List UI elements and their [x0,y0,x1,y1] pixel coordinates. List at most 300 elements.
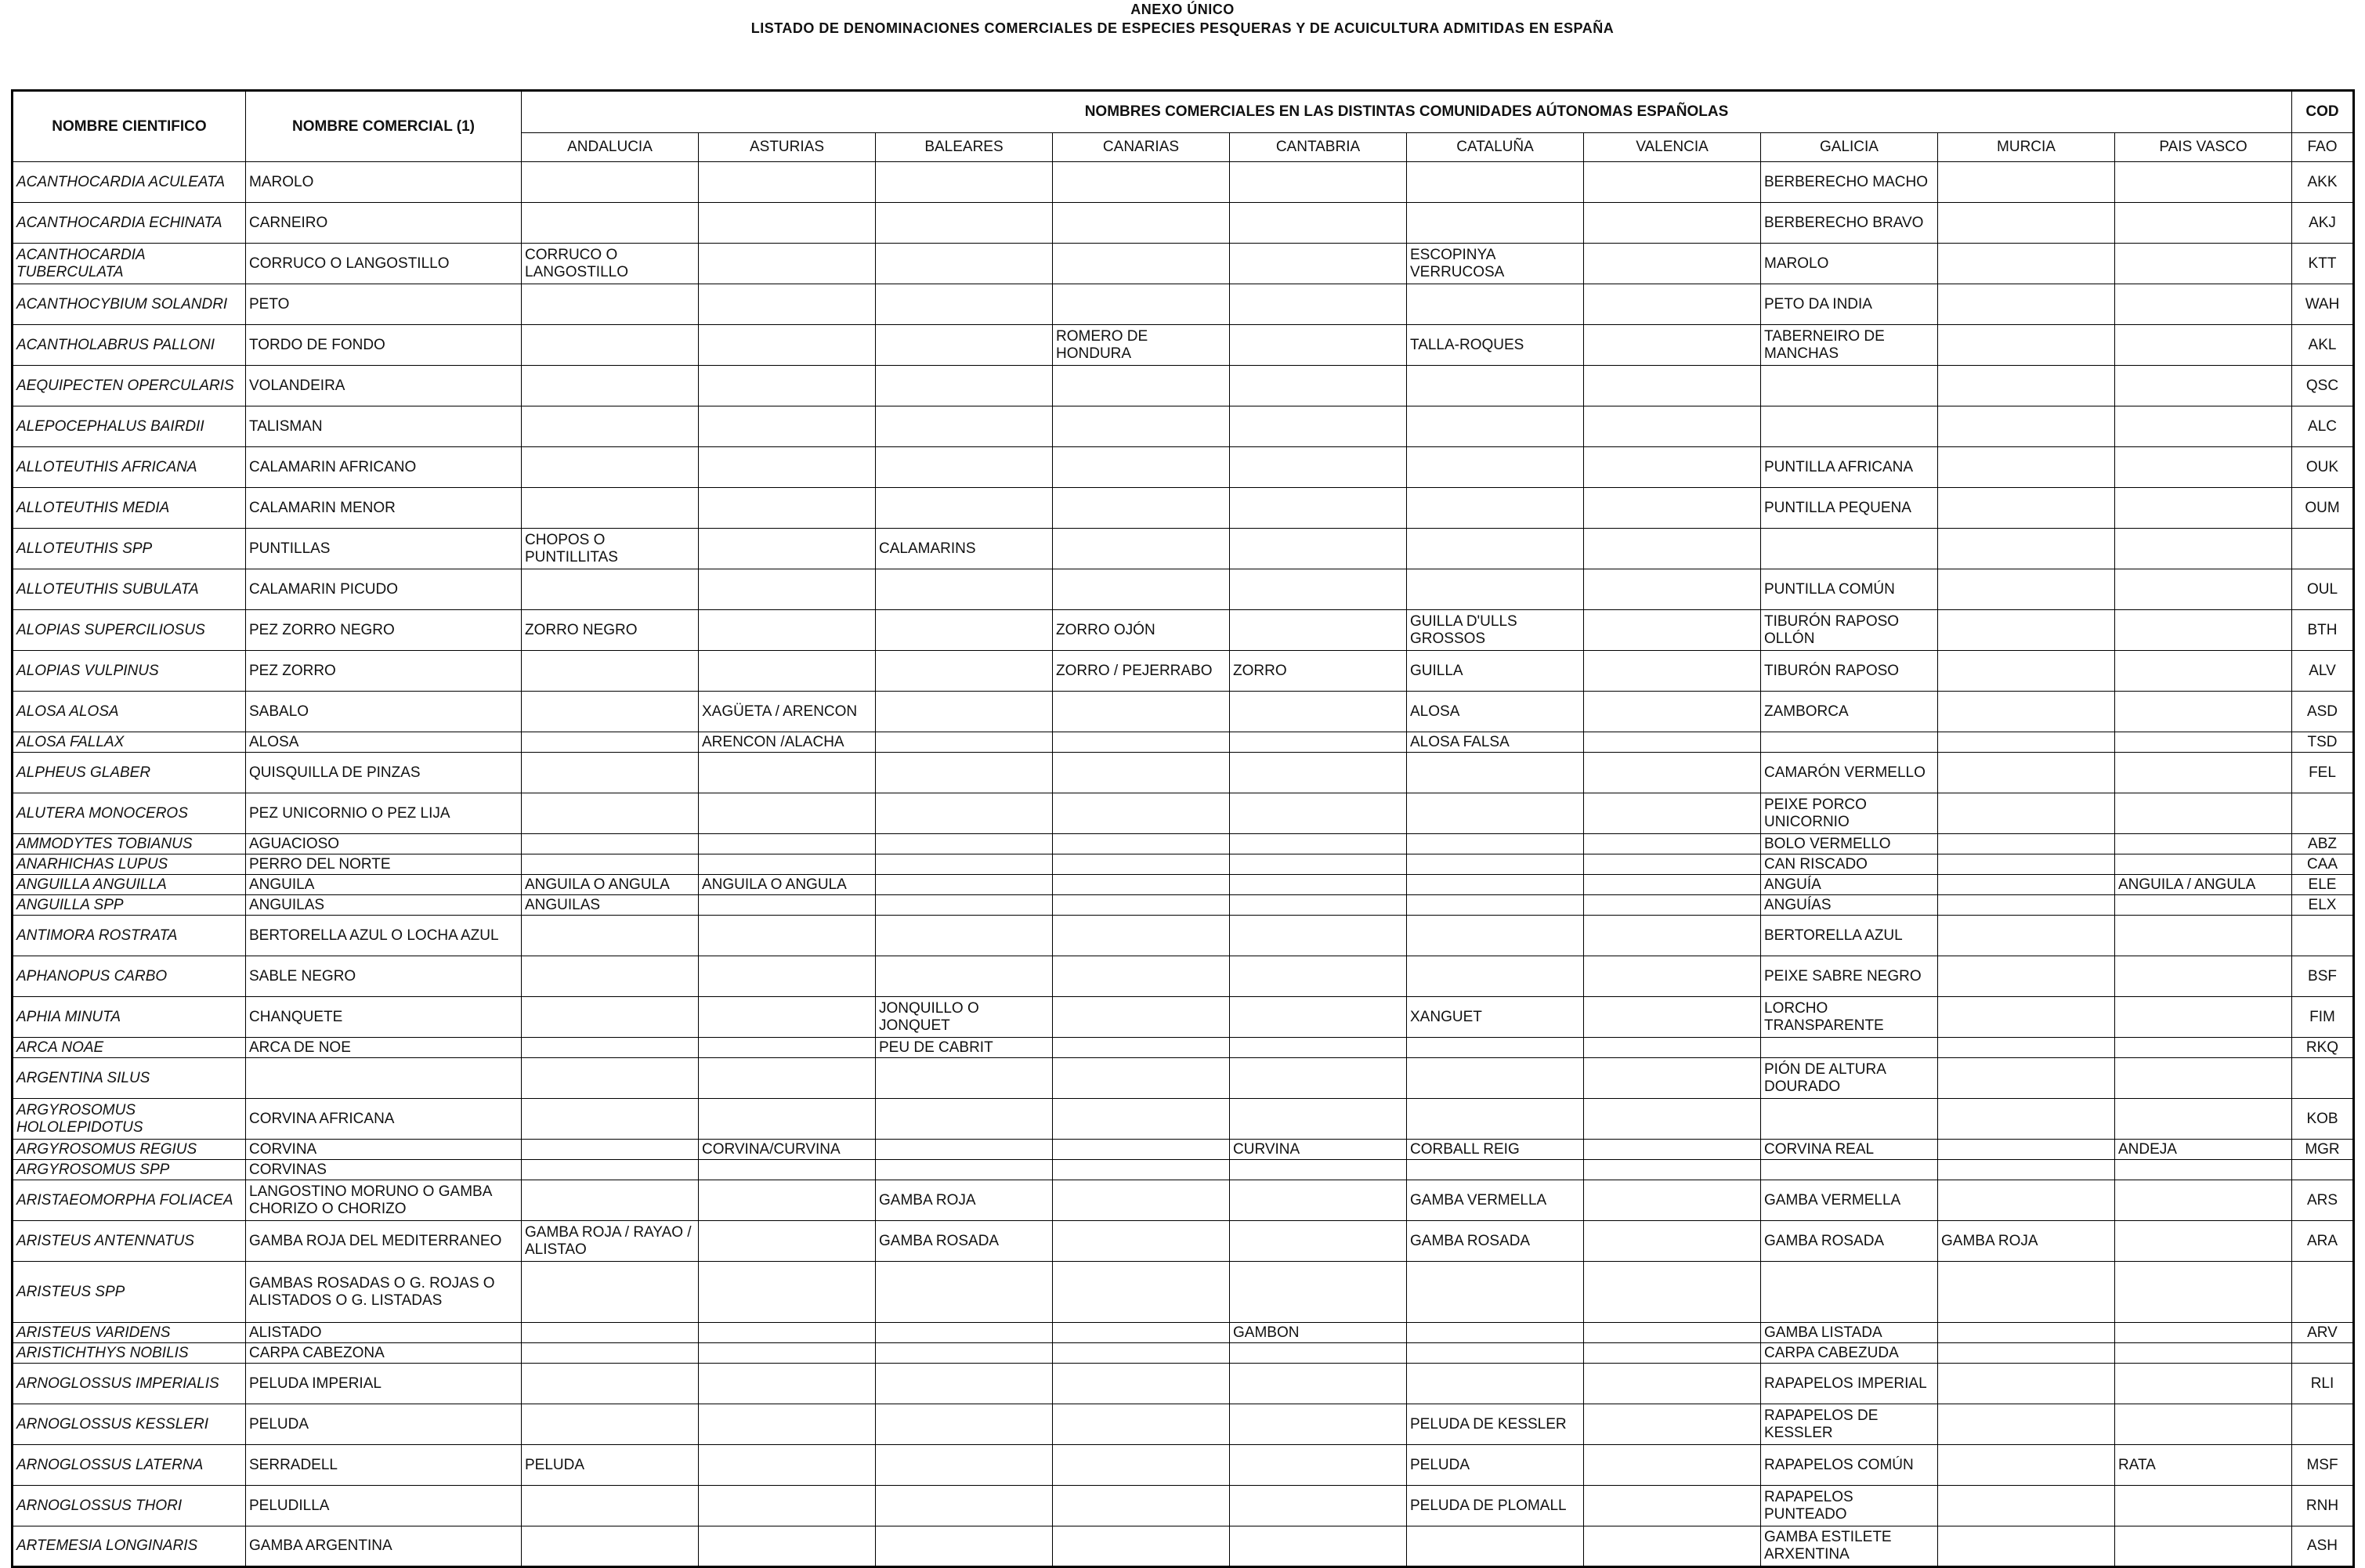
cell-cataluna [1407,875,1584,895]
cell-andalucia [522,956,699,997]
header-region-pais-vasco: PAIS VASCO [2115,133,2292,162]
cell-commercial-name: PEZ ZORRO NEGRO [246,610,522,651]
cell-asturias [699,1221,876,1262]
cell-cantabria: CURVINA [1230,1140,1407,1160]
cell-murcia [1938,610,2115,651]
cell-cantabria [1230,447,1407,488]
cell-canarias [1053,1160,1230,1180]
cell-asturias: ARENCON /ALACHA [699,732,876,753]
cell-commercial-name: CHANQUETE [246,997,522,1038]
cell-andalucia [522,325,699,366]
cell-murcia [1938,1038,2115,1058]
cell-murcia [1938,244,2115,284]
cell-commercial-name: GAMBA ROJA DEL MEDITERRANEO [246,1221,522,1262]
cell-galicia: RAPAPELOS COMÚN [1761,1445,1938,1486]
cell-commercial-name: PEZ UNICORNIO O PEZ LIJA [246,793,522,834]
cell-commercial-name: CORVINA AFRICANA [246,1099,522,1140]
cell-canarias [1053,1099,1230,1140]
table-row [13,1323,2354,1343]
cell-andalucia [522,753,699,793]
cell-scientific-name: ACANTHOCARDIA TUBERCULATA [13,244,246,284]
cell-cantabria [1230,1364,1407,1404]
cell-andalucia: ANGUILA O ANGULA [522,875,699,895]
table-row [13,997,2354,1038]
cell-scientific-name: ANTIMORA ROSTRATA [13,916,246,956]
cell-galicia: CAN RISCADO [1761,854,1938,875]
cell-scientific-name: ARISTAEOMORPHA FOLIACEA [13,1180,246,1221]
table-row [13,732,2354,753]
cell-valencia [1584,610,1761,651]
cell-scientific-name: ALLOTEUTHIS MEDIA [13,488,246,529]
cell-andalucia [522,854,699,875]
cell-cataluna [1407,284,1584,325]
cell-galicia: RAPAPELOS PUNTEADO [1761,1486,1938,1526]
cell-murcia [1938,488,2115,529]
cell-commercial-name: AGUACIOSO [246,834,522,854]
cell-cantabria [1230,834,1407,854]
cell-pais-vasco [2115,1526,2292,1567]
cell-cantabria [1230,997,1407,1038]
cell-galicia: PUNTILLA AFRICANA [1761,447,1938,488]
cell-andalucia [522,447,699,488]
cell-baleares: GAMBA ROSADA [876,1221,1053,1262]
header-region-cataluna: CATALUÑA [1407,133,1584,162]
cell-fao-code: RLI [2292,1364,2354,1404]
cell-commercial-name: GAMBA ARGENTINA [246,1526,522,1567]
cell-andalucia [522,162,699,203]
cell-valencia [1584,1038,1761,1058]
cell-baleares [876,244,1053,284]
cell-valencia [1584,1404,1761,1445]
table-row [13,651,2354,692]
cell-cantabria: GAMBON [1230,1323,1407,1343]
table-row [13,1343,2354,1364]
cell-commercial-name: PELUDA IMPERIAL [246,1364,522,1404]
cell-pais-vasco [2115,366,2292,406]
cell-asturias [699,406,876,447]
cell-andalucia: GAMBA ROJA / RAYAO / ALISTAO [522,1221,699,1262]
cell-galicia: RAPAPELOS DE KESSLER [1761,1404,1938,1445]
cell-commercial-name: GAMBAS ROSADAS O G. ROJAS O ALISTADOS O G. LISTADAS [246,1262,522,1323]
cell-baleares [876,325,1053,366]
cell-andalucia [522,834,699,854]
cell-commercial-name: PELUDILLA [246,1486,522,1526]
cell-canarias [1053,447,1230,488]
cell-andalucia [522,692,699,732]
table-row [13,284,2354,325]
document-title: LISTADO DE DENOMINACIONES COMERCIALES DE ESPECIES PESQUERAS Y DE ACUICULTURA ADMITIDAS EN ESPAÑA [750,20,1615,36]
header-region-cantabria: CANTABRIA [1230,133,1407,162]
cell-asturias [699,1486,876,1526]
cell-fao-code: ALV [2292,651,2354,692]
cell-cataluna [1407,753,1584,793]
cell-cantabria [1230,366,1407,406]
cell-murcia [1938,692,2115,732]
cell-pais-vasco [2115,895,2292,916]
cell-baleares [876,1140,1053,1160]
cell-canarias [1053,529,1230,569]
cell-commercial-name: ANGUILA [246,875,522,895]
cell-cataluna [1407,1262,1584,1323]
cell-baleares [876,366,1053,406]
header-region-galicia: GALICIA [1761,133,1938,162]
cell-murcia [1938,1160,2115,1180]
cell-fao-code: RKQ [2292,1038,2354,1058]
cell-asturias [699,1038,876,1058]
cell-cataluna [1407,834,1584,854]
cell-asturias [699,1323,876,1343]
table-row [13,162,2354,203]
cell-canarias [1053,1058,1230,1099]
cell-commercial-name: CORRUCO O LANGOSTILLO [246,244,522,284]
cell-galicia: LORCHO TRANSPARENTE [1761,997,1938,1038]
cell-andalucia [522,651,699,692]
cell-canarias [1053,956,1230,997]
cell-pais-vasco [2115,1180,2292,1221]
table-row [13,692,2354,732]
cell-baleares: GAMBA ROJA [876,1180,1053,1221]
cell-canarias: ZORRO / PEJERRABO [1053,651,1230,692]
cell-galicia: BOLO VERMELLO [1761,834,1938,854]
table-row [13,1526,2354,1567]
cell-canarias [1053,1343,1230,1364]
cell-galicia: ANGUÍAS [1761,895,1938,916]
cell-commercial-name: VOLANDEIRA [246,366,522,406]
cell-galicia: TIBURÓN RAPOSO OLLÓN [1761,610,1938,651]
species-table [11,89,2355,1568]
cell-galicia [1761,1038,1938,1058]
cell-scientific-name: ARCA NOAE [13,1038,246,1058]
cell-commercial-name: SABLE NEGRO [246,956,522,997]
cell-andalucia [522,406,699,447]
cell-asturias [699,529,876,569]
cell-asturias [699,203,876,244]
cell-pais-vasco [2115,651,2292,692]
cell-cantabria [1230,1262,1407,1323]
cell-commercial-name: CARNEIRO [246,203,522,244]
cell-baleares [876,1404,1053,1445]
cell-pais-vasco [2115,162,2292,203]
cell-baleares [876,895,1053,916]
cell-baleares [876,1058,1053,1099]
cell-valencia [1584,203,1761,244]
cell-asturias [699,1180,876,1221]
cell-scientific-name: ALLOTEUTHIS AFRICANA [13,447,246,488]
cell-andalucia: ANGUILAS [522,895,699,916]
cell-asturias: CORVINA/CURVINA [699,1140,876,1160]
cell-cantabria [1230,284,1407,325]
cell-murcia [1938,997,2115,1038]
cell-andalucia [522,1262,699,1323]
cell-valencia [1584,1486,1761,1526]
cell-galicia: ZAMBORCA [1761,692,1938,732]
cell-pais-vasco [2115,1364,2292,1404]
cell-valencia [1584,1058,1761,1099]
cell-cantabria [1230,203,1407,244]
cell-cantabria [1230,753,1407,793]
table-row [13,1364,2354,1404]
cell-cataluna: GUILLA [1407,651,1584,692]
cell-cantabria [1230,1099,1407,1140]
cell-cataluna [1407,793,1584,834]
cell-galicia: MAROLO [1761,244,1938,284]
cell-andalucia [522,1058,699,1099]
cell-commercial-name: TALISMAN [246,406,522,447]
cell-cataluna [1407,854,1584,875]
cell-commercial-name: PEZ ZORRO [246,651,522,692]
cell-murcia [1938,1099,2115,1140]
cell-baleares [876,875,1053,895]
cell-fao-code: ELX [2292,895,2354,916]
cell-asturias [699,1445,876,1486]
cell-murcia [1938,732,2115,753]
cell-cataluna: PELUDA DE PLOMALL [1407,1486,1584,1526]
cell-baleares [876,1486,1053,1526]
cell-baleares [876,1526,1053,1567]
header-region-valencia: VALENCIA [1584,133,1761,162]
cell-fao-code: TSD [2292,732,2354,753]
cell-canarias [1053,793,1230,834]
cell-andalucia [522,366,699,406]
cell-pais-vasco [2115,447,2292,488]
table-row [13,1160,2354,1180]
cell-fao-code: FIM [2292,997,2354,1038]
table-row [13,895,2354,916]
cell-galicia [1761,1262,1938,1323]
cell-asturias [699,834,876,854]
cell-baleares [876,1099,1053,1140]
cell-cantabria [1230,1486,1407,1526]
cell-galicia: CARPA CABEZUDA [1761,1343,1938,1364]
cell-canarias: ZORRO OJÓN [1053,610,1230,651]
cell-scientific-name: ARGENTINA SILUS [13,1058,246,1099]
cell-andalucia [522,997,699,1038]
header-region-asturias: ASTURIAS [699,133,876,162]
cell-pais-vasco [2115,610,2292,651]
cell-galicia [1761,406,1938,447]
cell-asturias [699,854,876,875]
cell-pais-vasco [2115,244,2292,284]
cell-pais-vasco [2115,406,2292,447]
cell-pais-vasco [2115,916,2292,956]
cell-valencia [1584,569,1761,610]
cell-pais-vasco: ANGUILA / ANGULA [2115,875,2292,895]
cell-valencia [1584,406,1761,447]
cell-valencia [1584,732,1761,753]
cell-valencia [1584,1099,1761,1140]
cell-galicia: PUNTILLA PEQUENA [1761,488,1938,529]
cell-fao-code: QSC [2292,366,2354,406]
cell-scientific-name: ARGYROSOMUS REGIUS [13,1140,246,1160]
cell-pais-vasco: RATA [2115,1445,2292,1486]
table-row [13,1404,2354,1445]
cell-murcia [1938,1140,2115,1160]
cell-cantabria [1230,916,1407,956]
cell-andalucia [522,916,699,956]
cell-galicia: ANGUÍA [1761,875,1938,895]
cell-scientific-name: APHANOPUS CARBO [13,956,246,997]
cell-pais-vasco [2115,1323,2292,1343]
cell-fao-code [2292,1058,2354,1099]
cell-asturias [699,610,876,651]
cell-scientific-name: ARGYROSOMUS HOLOLEPIDOTUS [13,1099,246,1140]
cell-fao-code: OUK [2292,447,2354,488]
cell-cantabria [1230,244,1407,284]
cell-murcia [1938,203,2115,244]
cell-andalucia [522,1323,699,1343]
cell-commercial-name: ALOSA [246,732,522,753]
cell-pais-vasco [2115,956,2292,997]
cell-commercial-name: BERTORELLA AZUL O LOCHA AZUL [246,916,522,956]
cell-andalucia: CORRUCO O LANGOSTILLO [522,244,699,284]
cell-commercial-name: TORDO DE FONDO [246,325,522,366]
cell-cataluna [1407,406,1584,447]
cell-scientific-name: ALPHEUS GLABER [13,753,246,793]
cell-valencia [1584,325,1761,366]
table-row [13,488,2354,529]
cell-pais-vasco [2115,692,2292,732]
cell-commercial-name: PELUDA [246,1404,522,1445]
cell-cantabria [1230,406,1407,447]
cell-murcia [1938,366,2115,406]
cell-scientific-name: ANGUILLA SPP [13,895,246,916]
header-region-canarias: CANARIAS [1053,133,1230,162]
cell-scientific-name: ALLOTEUTHIS SUBULATA [13,569,246,610]
cell-valencia [1584,488,1761,529]
cell-commercial-name: CALAMARIN PICUDO [246,569,522,610]
cell-pais-vasco [2115,488,2292,529]
cell-canarias [1053,1486,1230,1526]
cell-fao-code: BSF [2292,956,2354,997]
cell-fao-code: FEL [2292,753,2354,793]
cell-scientific-name: ARTEMESIA LONGINARIS [13,1526,246,1567]
cell-cantabria [1230,569,1407,610]
cell-asturias [699,956,876,997]
table-row [13,325,2354,366]
cell-murcia [1938,406,2115,447]
cell-valencia [1584,692,1761,732]
cell-valencia [1584,447,1761,488]
cell-pais-vasco [2115,203,2292,244]
cell-cataluna [1407,1323,1584,1343]
cell-asturias [699,1526,876,1567]
cell-murcia [1938,916,2115,956]
cell-scientific-name: ACANTHOCARDIA ACULEATA [13,162,246,203]
cell-murcia [1938,854,2115,875]
cell-cantabria [1230,956,1407,997]
cell-scientific-name: APHIA MINUTA [13,997,246,1038]
cell-andalucia [522,1343,699,1364]
cell-andalucia [522,1180,699,1221]
cell-canarias [1053,692,1230,732]
cell-baleares [876,1343,1053,1364]
cell-baleares [876,956,1053,997]
cell-valencia [1584,244,1761,284]
cell-scientific-name: ALOPIAS VULPINUS [13,651,246,692]
cell-scientific-name: ARNOGLOSSUS IMPERIALIS [13,1364,246,1404]
cell-scientific-name: ALLOTEUTHIS SPP [13,529,246,569]
cell-cantabria [1230,875,1407,895]
cell-canarias [1053,895,1230,916]
cell-asturias [699,1160,876,1180]
cell-valencia [1584,1343,1761,1364]
cell-galicia: GAMBA LISTADA [1761,1323,1938,1343]
cell-cataluna [1407,1160,1584,1180]
cell-baleares [876,1364,1053,1404]
cell-fao-code: MSF [2292,1445,2354,1486]
cell-scientific-name: ALEPOCEPHALUS BAIRDII [13,406,246,447]
cell-pais-vasco [2115,834,2292,854]
cell-cantabria [1230,793,1407,834]
cell-fao-code: AKJ [2292,203,2354,244]
cell-pais-vasco [2115,529,2292,569]
cell-fao-code: OUL [2292,569,2354,610]
cell-valencia [1584,284,1761,325]
cell-pais-vasco [2115,1099,2292,1140]
cell-scientific-name: ACANTHOLABRUS PALLONI [13,325,246,366]
cell-cataluna [1407,1058,1584,1099]
cell-valencia [1584,1160,1761,1180]
cell-fao-code [2292,916,2354,956]
cell-commercial-name: ANGUILAS [246,895,522,916]
cell-cataluna [1407,203,1584,244]
cell-andalucia: PELUDA [522,1445,699,1486]
cell-fao-code [2292,529,2354,569]
cell-canarias [1053,916,1230,956]
cell-cataluna: PELUDA [1407,1445,1584,1486]
cell-pais-vasco [2115,1221,2292,1262]
header-fao: FAO [2292,133,2354,162]
cell-valencia [1584,753,1761,793]
table-row [13,1038,2354,1058]
cell-cataluna: ALOSA [1407,692,1584,732]
table-row [13,1180,2354,1221]
cell-galicia: BERBERECHO BRAVO [1761,203,1938,244]
cell-asturias [699,284,876,325]
cell-murcia [1938,1343,2115,1364]
cell-galicia [1761,1160,1938,1180]
cell-pais-vasco [2115,1160,2292,1180]
cell-canarias [1053,997,1230,1038]
cell-baleares [876,834,1053,854]
cell-cataluna [1407,956,1584,997]
cell-asturias: ANGUILA O ANGULA [699,875,876,895]
cell-baleares: CALAMARINS [876,529,1053,569]
cell-baleares [876,610,1053,651]
cell-scientific-name: ALOSA FALLAX [13,732,246,753]
cell-galicia [1761,732,1938,753]
cell-fao-code: OUM [2292,488,2354,529]
cell-andalucia [522,732,699,753]
cell-valencia [1584,793,1761,834]
cell-scientific-name: ARNOGLOSSUS LATERNA [13,1445,246,1486]
cell-cataluna [1407,1099,1584,1140]
cell-fao-code: WAH [2292,284,2354,325]
cell-murcia [1938,1180,2115,1221]
cell-asturias [699,1099,876,1140]
cell-valencia [1584,916,1761,956]
cell-scientific-name: ARISTEUS SPP [13,1262,246,1323]
cell-commercial-name: CALAMARIN AFRICANO [246,447,522,488]
cell-fao-code: ALC [2292,406,2354,447]
cell-valencia [1584,651,1761,692]
cell-valencia [1584,1180,1761,1221]
cell-canarias [1053,1364,1230,1404]
cell-commercial-name: CORVINA [246,1140,522,1160]
cell-cantabria [1230,1343,1407,1364]
cell-baleares [876,1323,1053,1343]
cell-asturias [699,244,876,284]
